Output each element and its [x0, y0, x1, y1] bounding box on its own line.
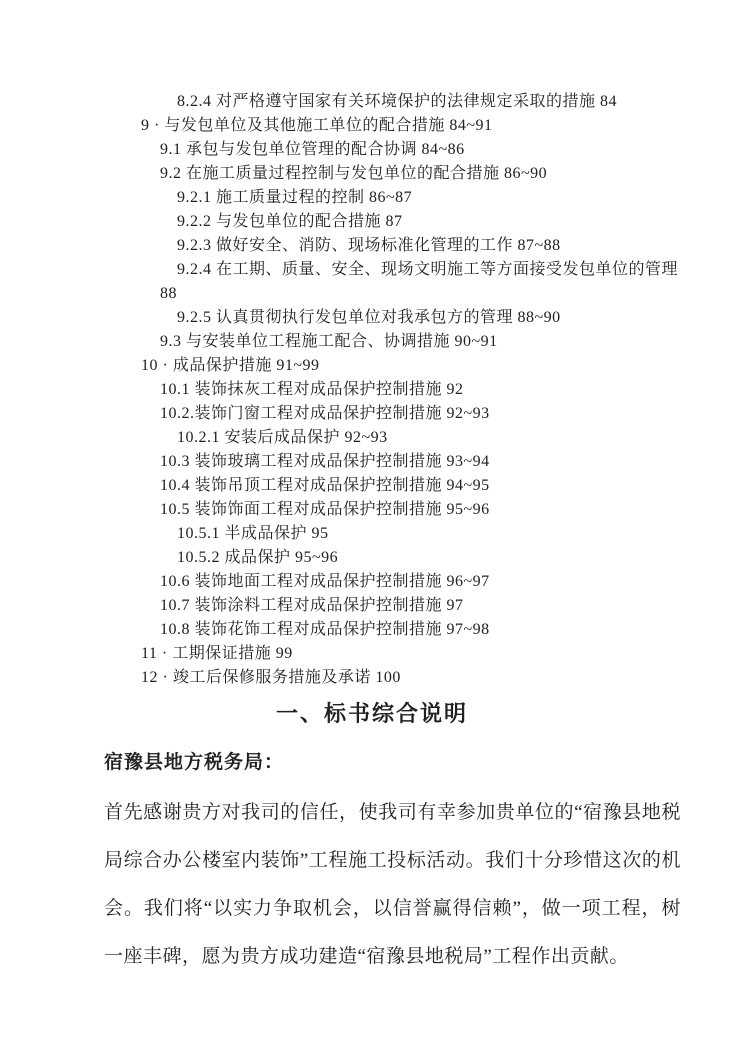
toc-line: 9.2.3 做好安全、消防、现场标准化管理的工作 87~88	[177, 237, 561, 254]
toc-line: 9 · 与发包单位及其他施工单位的配合措施 84~91	[141, 117, 493, 134]
toc-line: 10.2.1 安装后成品保护 92~93	[177, 429, 388, 446]
intro-paragraph	[104, 789, 681, 981]
toc-line: 88	[160, 285, 177, 302]
toc-line: 10.3 装饰玻璃工程对成品保护控制措施 93~94	[160, 453, 490, 470]
toc-line: 11 · 工期保证措施 99	[141, 645, 293, 662]
toc-line: 10.5.1 半成品保护 95	[177, 525, 329, 542]
salutation-line: 宿豫县地方税务局：	[104, 752, 285, 773]
toc-line: 10.8 装饰花饰工程对成品保护控制措施 97~98	[160, 621, 490, 638]
section-heading: 一、标书综合说明	[275, 701, 468, 726]
toc-line: 8.2.4 对严格遵守国家有关环境保护的法律规定采取的措施 84	[177, 93, 618, 110]
toc-line: 9.2.2 与发包单位的配合措施 87	[177, 213, 403, 230]
paragraph-line: 局综合办公楼室内装饰”工程施工投标活动。我们十分珍惜这次的机	[104, 850, 681, 871]
paragraph-line: 会。我们将“以实力争取机会，以信誉赢得信赖”，做一项工程，树	[104, 898, 681, 919]
toc-line: 10.1 装饰抹灰工程对成品保护控制措施 92	[160, 381, 464, 398]
toc-line: 10.5.2 成品保护 95~96	[177, 549, 339, 566]
toc-line: 10.5 装饰饰面工程对成品保护控制措施 95~96	[160, 501, 490, 518]
toc-line: 10.7 装饰涂料工程对成品保护控制措施 97	[160, 597, 464, 614]
toc-line: 9.2.1 施工质量过程的控制 86~87	[177, 189, 413, 206]
paragraph-line: 首先感谢贵方对我司的信任，使我司有幸参加贵单位的“宿豫县地税	[104, 802, 681, 823]
toc-line: 10.6 装饰地面工程对成品保护控制措施 96~97	[160, 573, 490, 590]
paragraph-line: 一座丰碑，愿为贵方成功建造“宿豫县地税局”工程作出贡献。	[104, 946, 629, 967]
toc-line: 10.4 装饰吊顶工程对成品保护控制措施 94~95	[160, 477, 490, 494]
toc-line: 12 · 竣工后保修服务措施及承诺 100	[141, 669, 401, 686]
toc-line: 9.1 承包与发包单位管理的配合协调 84~86	[160, 141, 465, 158]
toc-line: 9.2.4 在工期、质量、安全、现场文明施工等方面接受发包单位的管理	[177, 261, 679, 278]
toc-line: 9.2 在施工质量过程控制与发包单位的配合措施 86~90	[160, 165, 548, 182]
toc-line: 10 · 成品保护措施 91~99	[141, 357, 320, 374]
toc-line: 10.2.装饰门窗工程对成品保护控制措施 92~93	[160, 405, 490, 422]
toc-line: 9.3 与安装单位工程施工配合、协调措施 90~91	[160, 333, 498, 350]
toc-line: 9.2.5 认真贯彻执行发包单位对我承包方的管理 88~90	[177, 309, 561, 326]
